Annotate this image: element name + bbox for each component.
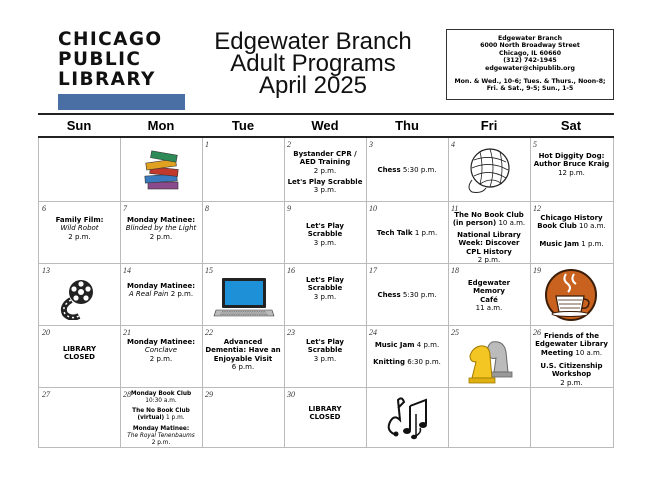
- day-number: 1: [205, 140, 209, 149]
- event-title: Friends of the Edgewater Library Meeting: [535, 332, 608, 357]
- day-cell-4: [448, 138, 531, 202]
- event-time: 1 p.m.: [414, 229, 438, 237]
- day-cell-11: [448, 202, 531, 264]
- branch-name: Edgewater Branch: [498, 35, 562, 42]
- day-cell-6: [38, 202, 121, 264]
- branch-hours-1: Mon. & Wed., 10-6; Tues. & Thurs., Noon-8;: [454, 78, 606, 86]
- event-time: 2 p.m.: [313, 166, 337, 175]
- day-cell-17: [366, 264, 449, 326]
- event-time: 10:30 a.m.: [145, 397, 177, 404]
- day-number: 23: [287, 328, 295, 337]
- day-cell-25: [448, 326, 531, 388]
- event-time: 1 p.m.: [166, 414, 185, 421]
- event-time: 12 p.m.: [558, 168, 585, 177]
- day-cell-30: [284, 388, 367, 448]
- books-icon: [142, 146, 182, 192]
- branch-info-box: [446, 29, 614, 100]
- event-time: 2 p.m.: [149, 232, 173, 241]
- event-title: Monday Matinee:: [127, 282, 195, 290]
- event-title: Music Jam: [374, 341, 415, 349]
- day-cell-13: [38, 264, 121, 326]
- day-number: 27: [42, 390, 50, 399]
- event-title: National Library Week: Discover CPL History: [457, 231, 521, 256]
- event-film: A Real Pain: [128, 290, 169, 299]
- film-reel-icon: [55, 276, 103, 320]
- event-time: 6:30 p.m.: [407, 358, 441, 366]
- event-time: 3 p.m.: [313, 238, 337, 247]
- day-number: 11: [451, 204, 459, 213]
- day-number: 24: [369, 328, 377, 337]
- event-time: 3 p.m.: [313, 354, 337, 363]
- event-title: Edgewater Memory Café: [467, 279, 511, 304]
- day-number: 17: [369, 266, 377, 275]
- branch-phone: (312) 742-1945: [503, 57, 557, 65]
- day-number: 9: [287, 204, 291, 213]
- day-number: 20: [42, 328, 50, 337]
- event-time: 11 a.m.: [475, 304, 503, 313]
- event-title: Chicago History Book Club: [537, 214, 603, 231]
- day-number: 25: [451, 328, 459, 337]
- day-cell-7: [120, 202, 203, 264]
- day-cell-20: [38, 326, 121, 388]
- weekday-sun: Sun: [66, 118, 92, 133]
- day-cell-9: [284, 202, 367, 264]
- day-number: 26: [533, 328, 541, 337]
- event-time: 5:30 p.m.: [402, 166, 437, 174]
- day-cell-empty: [530, 388, 614, 448]
- event-title: Monday Matinee:: [132, 426, 190, 432]
- event-title: Let's Play Scrabble: [306, 338, 344, 355]
- event-time: 2 p.m.: [68, 232, 91, 241]
- day-cell-19: [530, 264, 614, 326]
- day-number: 14: [123, 266, 131, 275]
- event-time: 4 p.m.: [416, 341, 440, 349]
- event-time: 2 p.m.: [477, 256, 501, 264]
- day-cell-empty: [448, 388, 531, 448]
- day-number: 15: [205, 266, 213, 275]
- event-title: Monday Book Club: [130, 391, 192, 397]
- day-cell-26: [530, 326, 614, 388]
- day-number: 28: [123, 390, 131, 399]
- event-title: LIBRARY CLOSED: [308, 405, 342, 422]
- day-cell-29: [202, 388, 285, 448]
- day-cell-28: [120, 388, 203, 448]
- event-title: U.S. Citizenship Workshop: [540, 362, 603, 379]
- day-number: 3: [369, 140, 373, 149]
- day-number: 7: [123, 204, 127, 213]
- event-title: Chess: [377, 166, 401, 174]
- weekday-thu: Thu: [395, 118, 419, 133]
- weekday-wed: Wed: [311, 118, 339, 133]
- branch-hours-2: Fri. & Sat., 9-5; Sun., 1-5: [486, 85, 574, 93]
- day-number: 12: [533, 204, 541, 213]
- day-number: 29: [205, 390, 213, 399]
- day-cell-empty: [38, 138, 121, 202]
- day-number: 22: [205, 328, 213, 337]
- day-number: 19: [533, 266, 541, 275]
- event-title: Let's Play Scrabble: [287, 178, 363, 186]
- day-cell-23: [284, 326, 367, 388]
- event-time: 5:30 p.m.: [402, 291, 437, 299]
- day-number: 21: [123, 328, 131, 337]
- event-title: Bystander CPR / AED Training: [293, 150, 357, 167]
- event-title: Tech Talk: [376, 229, 413, 237]
- event-time: 3 p.m.: [313, 292, 337, 301]
- logo-line-3: LIBRARY: [58, 69, 156, 90]
- calendar-grid: [38, 138, 614, 448]
- weekday-mon: Mon: [147, 118, 175, 133]
- logo-line-2: PUBLIC: [58, 49, 142, 70]
- day-cell-16: [284, 264, 367, 326]
- chess-pieces-icon: [466, 332, 516, 384]
- event-time: 10 a.m.: [579, 222, 606, 231]
- event-time: 2 p.m.: [560, 378, 583, 387]
- music-notes-icon: [382, 394, 434, 442]
- day-cell-2: [284, 138, 367, 202]
- event-film: Blinded by the Light: [125, 224, 197, 233]
- branch-email[interactable]: edgewater@chipublib.org: [485, 64, 575, 72]
- day-cell-21: [120, 326, 203, 388]
- day-cell-8: [202, 202, 285, 264]
- day-cell-18: [448, 264, 531, 326]
- day-cell-14: [120, 264, 203, 326]
- laptop-icon: [212, 276, 276, 322]
- day-number: 6: [42, 204, 46, 213]
- event-time: 2 p.m.: [149, 354, 173, 363]
- day-cell-22: [202, 326, 285, 388]
- event-title: Hot Diggity Dog: Author Bruce Kraig: [533, 152, 610, 169]
- event-film: Wild Robot: [60, 224, 99, 233]
- weekday-fri: Fri: [480, 118, 498, 133]
- title-line-1: Edgewater Branch: [214, 28, 412, 55]
- event-time: 2 p.m.: [170, 290, 194, 299]
- day-cell-10: [366, 202, 449, 264]
- event-film: The Royal Tenenbaums: [127, 432, 195, 439]
- day-cell-27: [38, 388, 121, 448]
- event-title: Let's Play Scrabble: [306, 222, 344, 239]
- title-line-2: Adult Programs: [230, 50, 396, 77]
- event-time: 1 p.m.: [581, 240, 604, 248]
- event-title: LIBRARY CLOSED: [62, 345, 97, 362]
- day-number: 30: [287, 390, 295, 399]
- day-cell-music: [366, 388, 449, 448]
- day-number: 16: [287, 266, 295, 275]
- event-time: 10 a.m.: [498, 219, 526, 228]
- title-line-3: April 2025: [258, 72, 368, 99]
- day-cell-books: [120, 138, 203, 202]
- weekday-header: [38, 113, 614, 138]
- event-title: Music Jam: [539, 240, 580, 248]
- logo-bar: [58, 94, 185, 110]
- day-cell-12: [530, 202, 614, 264]
- event-time: 3 p.m.: [313, 186, 337, 195]
- weekday-sat: Sat: [560, 118, 582, 133]
- weekday-tue: Tue: [231, 118, 255, 133]
- library-logo: [58, 30, 188, 110]
- day-number: 10: [369, 204, 377, 213]
- event-title: Knitting: [373, 358, 405, 366]
- event-film: Conclave: [144, 346, 178, 355]
- event-time: 6 p.m.: [231, 363, 255, 372]
- coffee-cup-icon: [544, 268, 598, 322]
- logo-line-1: CHICAGO: [58, 29, 163, 50]
- event-time: 2 p.m.: [151, 439, 171, 446]
- event-title: Family Film:: [55, 216, 104, 224]
- day-number: 5: [533, 140, 537, 149]
- day-number: 13: [42, 266, 50, 275]
- event-title: Monday Matinee:: [127, 216, 195, 224]
- event-title: The No Book Club (virtual): [132, 408, 190, 421]
- yarn-ball-icon: [462, 144, 518, 196]
- event-title: Let's Play Scrabble: [306, 276, 344, 293]
- day-cell-1: [202, 138, 285, 202]
- day-number: 2: [287, 140, 291, 149]
- day-cell-24: [366, 326, 449, 388]
- event-title: Advanced Dementia: Have an Enjoyable Visit: [205, 338, 281, 363]
- event-title: Chess: [377, 291, 401, 299]
- branch-address: 6000 North Broadway Street: [480, 42, 580, 50]
- branch-city: Chicago, IL 60660: [498, 49, 562, 57]
- page-title: [203, 28, 423, 99]
- day-number: 4: [451, 140, 455, 149]
- event-time: 10 a.m.: [575, 348, 603, 357]
- day-cell-15: [202, 264, 285, 326]
- day-number: 8: [205, 204, 209, 213]
- event-title: The No Book Club (in person): [452, 211, 524, 228]
- day-cell-3: [366, 138, 449, 202]
- day-number: 18: [451, 266, 459, 275]
- event-title: Monday Matinee:: [127, 338, 195, 346]
- day-cell-5: [530, 138, 614, 202]
